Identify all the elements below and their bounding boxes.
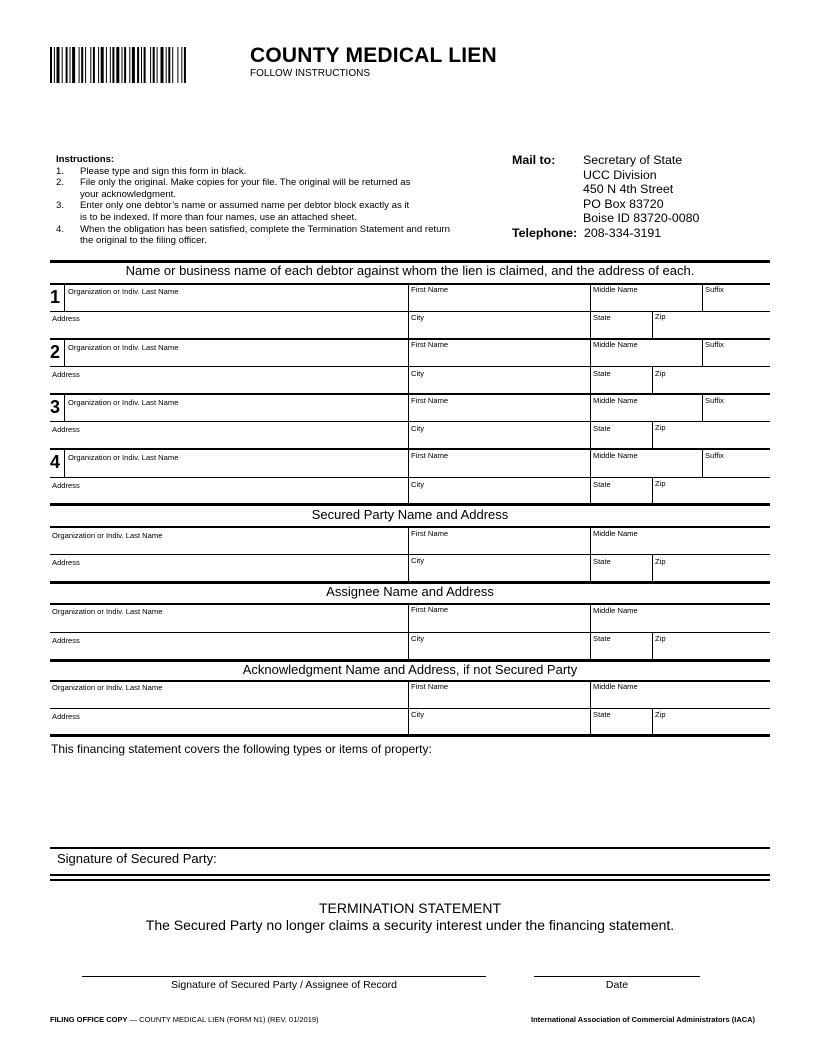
debtor-1-address-field[interactable]: Address <box>52 314 80 323</box>
assignee-first-name-field[interactable]: First Name <box>411 605 449 614</box>
assignee-city-field[interactable]: City <box>411 634 425 643</box>
debtor-2-first-name-field[interactable]: First Name <box>411 340 449 349</box>
termination-date-line[interactable] <box>534 976 700 977</box>
acknowledgment-zip-field[interactable]: Zip <box>655 710 666 719</box>
debtor-2-zip-field[interactable]: Zip <box>655 369 666 378</box>
instruction-item: 4. When the obligation has been satisfied, complete the Termination Statement and return <box>56 223 450 235</box>
property-description-label: This financing statement covers the following types or items of property: <box>51 742 432 756</box>
secured-party-city-field[interactable]: City <box>411 556 425 565</box>
termination-signature-line[interactable] <box>82 976 486 977</box>
debtor-3-first-name-field[interactable]: First Name <box>411 396 449 405</box>
instruction-item: 3. Enter only one debtor’s name or assumed name per debtor block exactly as it <box>56 200 410 212</box>
debtor-number: 4 <box>50 452 61 472</box>
debtor-number: 2 <box>50 342 61 362</box>
footer-right: International Association of Commercial Administrators (IACA) <box>531 1015 756 1024</box>
form-subtitle: FOLLOW INSTRUCTIONS <box>250 68 371 79</box>
secured-party-address-field[interactable]: Address <box>52 558 80 567</box>
debtor-3-middle-name-field[interactable]: Middle Name <box>593 396 638 405</box>
debtor-4-zip-field[interactable]: Zip <box>655 479 666 488</box>
acknowledgment-middle-name-field[interactable]: Middle Name <box>593 682 638 691</box>
acknowledgment-last-name-field[interactable]: Organization or Indiv. Last Name <box>52 683 163 692</box>
debtor-2-address-field[interactable]: Address <box>52 370 80 379</box>
secured-party-zip-field[interactable]: Zip <box>655 557 666 566</box>
secured-party-signature-label[interactable]: Signature of Secured Party: <box>57 851 217 866</box>
mail-address-line: UCC Division <box>583 167 657 182</box>
debtor-3-city-field[interactable]: City <box>411 424 425 433</box>
debtor-3-state-field[interactable]: State <box>593 424 611 433</box>
debtor-3-zip-field[interactable]: Zip <box>655 423 666 432</box>
debtor-1-suffix-field[interactable]: Suffix <box>705 285 724 294</box>
instruction-item: 2. File only the original. Make copies for your file. The original will be returned as <box>56 177 411 189</box>
telephone-label: Telephone: <box>512 226 578 240</box>
acknowledgment-state-field[interactable]: State <box>593 710 611 719</box>
debtor-3-last-name-field[interactable]: Organization or Indiv. Last Name <box>68 398 179 407</box>
debtors-heading: Name or business name of each debtor against whom the lien is claimed, and the address of each. <box>125 263 695 278</box>
instructions: Instructions: 1. Please type and sign this form in black. 2. File only the original. Make copies for your file. The original will be returned as your acknowledgment. 3. Enter only one debtor’s name or assumed name per debtor block exactly as it is to be indexed. If more than four names, use an attached sheet. 4. When the obligation has been satisfied, complete the Termination Statement and return the original to the filing officer. <box>56 154 506 247</box>
termination-signature-label: Signature of Secured Party / Assignee of Record <box>171 979 397 991</box>
secured-party-middle-name-field[interactable]: Middle Name <box>593 529 638 538</box>
debtor-1-zip-field[interactable]: Zip <box>655 312 666 321</box>
form-title: COUNTY MEDICAL LIEN <box>250 44 497 67</box>
acknowledgment-city-field[interactable]: City <box>411 710 425 719</box>
acknowledgment-address-field[interactable]: Address <box>52 712 80 721</box>
debtor-2-last-name-field[interactable]: Organization or Indiv. Last Name <box>68 343 179 352</box>
footer-left: FILING OFFICE COPY — COUNTY MEDICAL LIEN (FORM N1) (REV. 01/2019) <box>50 1015 319 1024</box>
debtor-4-state-field[interactable]: State <box>593 480 611 489</box>
debtor-4-middle-name-field[interactable]: Middle Name <box>593 451 638 460</box>
mail-address-line: Boise ID 83720-0080 <box>583 211 700 226</box>
telephone-number: 208-334-3191 <box>584 226 662 240</box>
property-description-area[interactable] <box>50 760 770 844</box>
debtor-1-first-name-field[interactable]: First Name <box>411 285 449 294</box>
mail-to-block <box>512 153 712 243</box>
debtor-number: 3 <box>50 397 61 417</box>
acknowledgment-heading: Acknowledgment Name and Address, if not Secured Party <box>242 662 578 677</box>
secured-party-state-field[interactable]: State <box>593 557 611 566</box>
debtor-2-state-field[interactable]: State <box>593 369 611 378</box>
instruction-item: 1. Please type and sign this form in black. <box>56 165 247 177</box>
debtor-number: 1 <box>50 287 61 307</box>
assignee-middle-name-field[interactable]: Middle Name <box>593 606 638 615</box>
termination-date-label: Date <box>605 979 629 991</box>
debtor-4-city-field[interactable]: City <box>411 480 425 489</box>
divider <box>50 283 770 285</box>
termination-statement: The Secured Party no longer claims a security interest under the financing statement. <box>145 917 675 933</box>
debtor-4-address-field[interactable]: Address <box>52 481 80 490</box>
barcode <box>50 47 238 83</box>
secured-party-heading: Secured Party Name and Address <box>311 507 509 522</box>
secured-party-first-name-field[interactable]: First Name <box>411 529 449 538</box>
acknowledgment-first-name-field[interactable]: First Name <box>411 682 449 691</box>
debtor-4-suffix-field[interactable]: Suffix <box>705 451 724 460</box>
debtor-1-middle-name-field[interactable]: Middle Name <box>593 285 638 294</box>
mail-to-label: Mail to: <box>512 153 556 167</box>
instructions-heading: Instructions: <box>56 154 115 165</box>
debtor-1-last-name-field[interactable]: Organization or Indiv. Last Name <box>68 287 179 296</box>
debtor-1-city-field[interactable]: City <box>411 313 425 322</box>
debtor-4-first-name-field[interactable]: First Name <box>411 451 449 460</box>
assignee-address-field[interactable]: Address <box>52 636 80 645</box>
mail-address-line: Secretary of State <box>583 153 683 167</box>
termination-title: TERMINATION STATEMENT <box>319 900 501 916</box>
secured-party-last-name-field[interactable]: Organization or Indiv. Last Name <box>52 531 163 540</box>
mail-address-line: 450 N 4th Street <box>583 182 674 197</box>
debtor-1-state-field[interactable]: State <box>593 313 611 322</box>
mail-address-line: PO Box 83720 <box>583 196 664 211</box>
assignee-last-name-field[interactable]: Organization or Indiv. Last Name <box>52 607 163 616</box>
debtor-3-suffix-field[interactable]: Suffix <box>705 396 724 405</box>
assignee-heading: Assignee Name and Address <box>326 584 494 599</box>
debtor-3-address-field[interactable]: Address <box>52 425 80 434</box>
assignee-zip-field[interactable]: Zip <box>655 634 666 643</box>
debtor-4-last-name-field[interactable]: Organization or Indiv. Last Name <box>68 453 179 462</box>
debtor-2-suffix-field[interactable]: Suffix <box>705 340 724 349</box>
debtor-2-middle-name-field[interactable]: Middle Name <box>593 340 638 349</box>
assignee-state-field[interactable]: State <box>593 634 611 643</box>
debtor-2-city-field[interactable]: City <box>411 369 425 378</box>
